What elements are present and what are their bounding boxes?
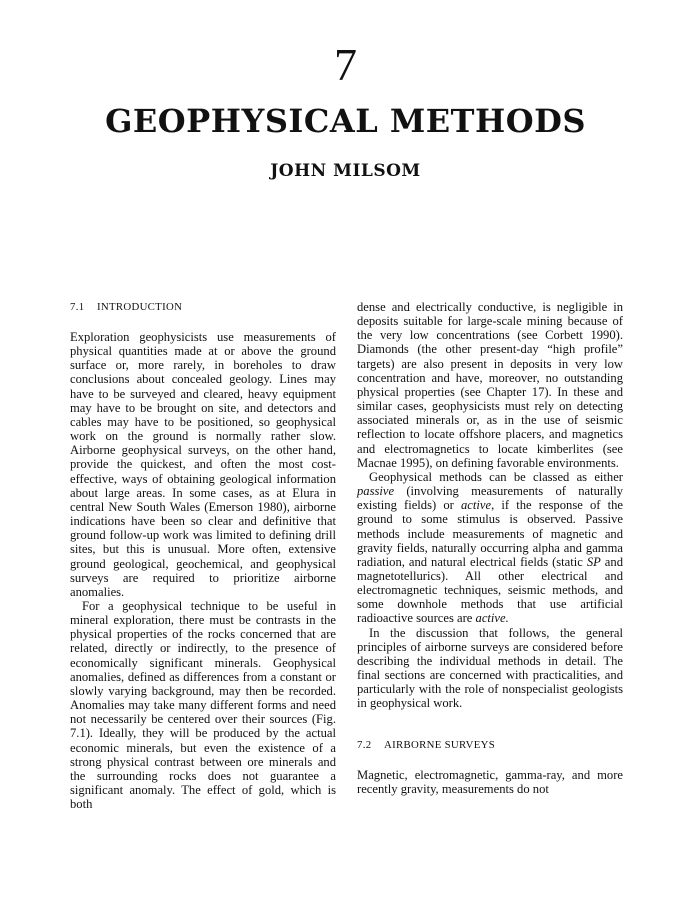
section-number: 7.1 bbox=[70, 301, 85, 313]
section-title: INTRODUCTION bbox=[97, 301, 183, 313]
paragraph: In the discussion that follows, the general principles of airborne surveys are considered before describing the individual methods in detail. The final sections are concerned with practicalities, and particularly with the role of nonspecialist geologists in geophysical work. bbox=[357, 625, 623, 711]
chapter-number: 7 bbox=[334, 39, 357, 90]
left-column bbox=[70, 300, 336, 811]
paragraph: dense and electrically conductive, is negligible in deposits suitable for large-scale mining because of the very low concentrations (see Corbett 1990). Diamonds (the other present-day “high profile” targets) are also present in deposits in very low concentration and have, moreover, no outstanding physical properties (see Chapter 17). In these and similar cases, geophysicists must rely on detecting associated minerals or, as in the use of seismic reflection to locate offshore placers, and magnetics and electromagnetics to locate kimberlites (see Macnae 1995), on defining favorable environments. bbox=[357, 300, 623, 470]
chapter-title: GEOPHYSICAL METHODS bbox=[105, 102, 586, 140]
italic-term: passive bbox=[357, 484, 395, 499]
text-run: and magnetotellurics). All other electrical and electromagnetic techniques, seismic methods, and some downhole methods that use artificial radioactive sources are bbox=[357, 554, 623, 626]
section-title: AIRBORNE SURVEYS bbox=[384, 738, 496, 751]
italic-term: active. bbox=[475, 611, 509, 626]
text-run: , if the response of the ground to some stimulus is observed. Passive methods include measurements of magnetic and gravity fields, naturally occurring alpha and gamma radiation, and natural electrical fields (static bbox=[357, 498, 623, 569]
section-heading-introduction bbox=[70, 300, 336, 314]
italic-term: active bbox=[461, 498, 492, 513]
paragraph: For a geophysical technique to be useful in mineral exploration, there must be contrasts in the physical properties of the rocks concerned that are related, directly or indirectly, to the presence of economically significant minerals. Geophysical anomalies, defined as differences from a constant or slowly varying background, may then be recorded. Anomalies may take many different forms and need not necessarily be centered over their sources (Fig. 7.1). Ideally, they will be produced by the actual economic minerals, but even the existence of a strong physical contrast between ore minerals and the surrounding rocks does not guarantee a significant anomaly. The effect of gold, which is both bbox=[70, 598, 336, 812]
paragraph: Magnetic, electromagnetic, gamma-ray, and more recently gravity, measurements do not bbox=[357, 767, 623, 796]
italic-term: SP bbox=[586, 554, 601, 569]
paragraph bbox=[357, 470, 623, 626]
text-run: Geophysical methods can be classed as either bbox=[369, 469, 623, 484]
paragraph: Exploration geophysicists use measurements of physical quantities made at or above the ground surface or, more rarely, in boreholes to draw conclusions about concealed geology. Lines may have to be surveyed and cleared, heavy equipment may have to be brought on site, and detectors and cables may have to be positioned, so geophysical work on the ground is normally rather slow. Airborne geophysical surveys, on the other hand, provide the quickest, and often the most cost-effective, ways of obtaining geological information about large areas. In some cases, as at Elura in central New South Wales (Emerson 1980), airborne indications have been so clear and definitive that ground follow-up work was limited to defining drill sites, but this is unusual. More often, extensive ground geological, geochemical, and geophysical surveys are required to prioritize airborne anomalies. bbox=[70, 330, 336, 599]
section-number: 7.2 bbox=[357, 738, 372, 751]
text-run: (involving measurements of naturally existing fields) or bbox=[357, 484, 623, 513]
section-heading-airborne bbox=[357, 738, 623, 752]
right-column bbox=[357, 300, 623, 796]
chapter-author: JOHN MILSOM bbox=[270, 161, 421, 181]
